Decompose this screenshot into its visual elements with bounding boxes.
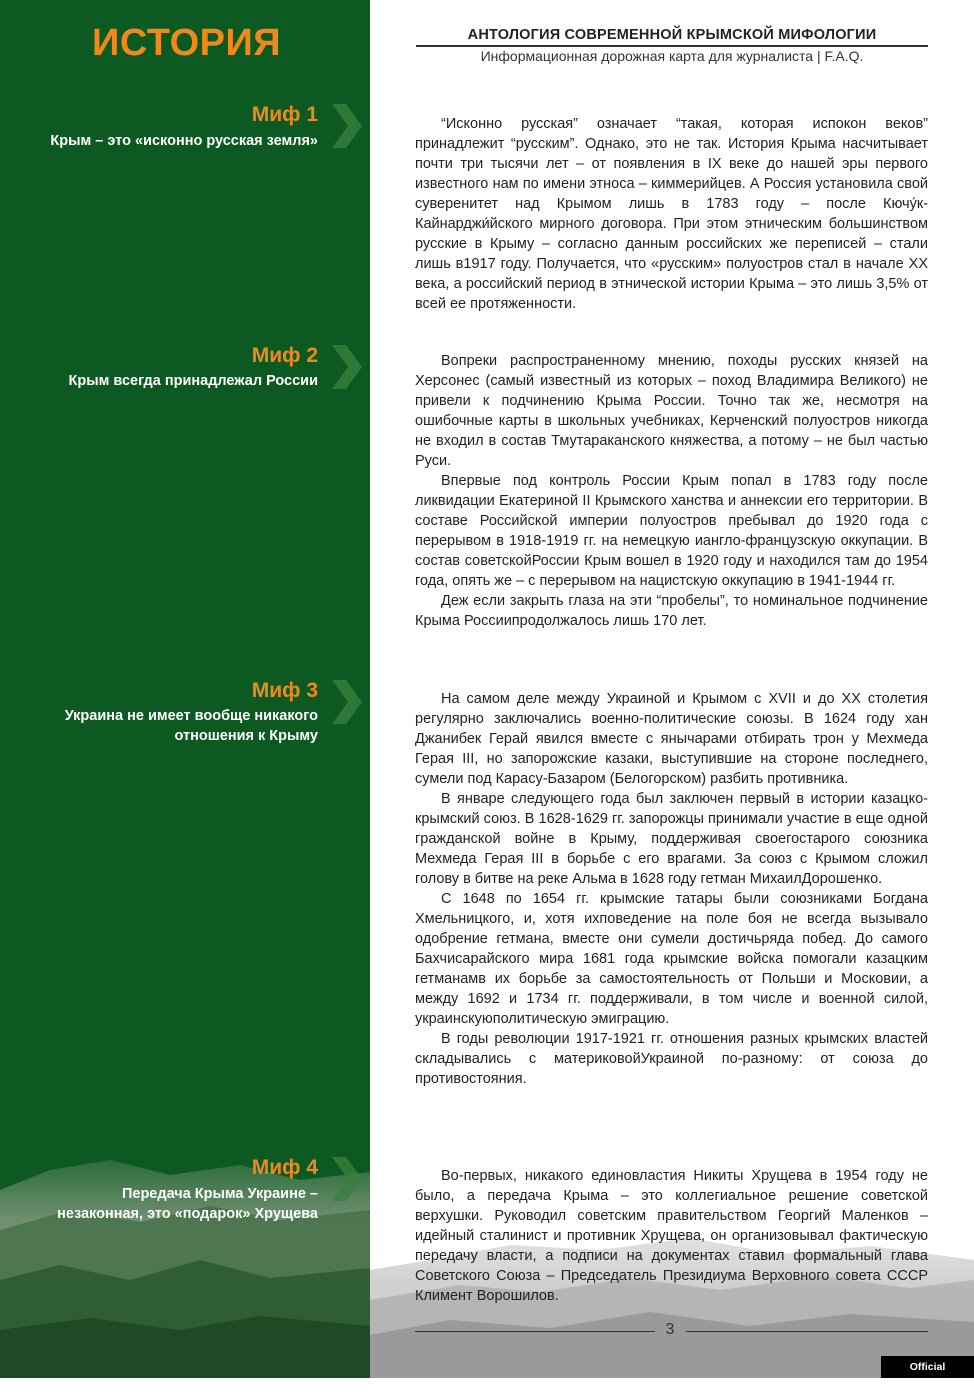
myth-2-claim-line: Крым всегда принадлежал России (68, 373, 318, 389)
myth-3-label: Миф 3 (251, 679, 318, 702)
paragraph: С 1648 по 1654 гг. крымские татары были союзниками Богдана Хмельницкого, и, хотя ихповедение на поле боя не всегда вызывало одобрение гетмана, вместе они сумели достичьряда побед. До самого Бахчисарайского мира 1681 года крымские войска помогали казацким гетманамв их борьбе за самостоятельность от Польши и Московии, а между 1692 и 1734 гг. поддерживали, в том числе и военной силой, украинскуюполитическую эмиграцию. (415, 891, 928, 1027)
myth-4-claim-line: незаконная, это «подарок» Хрущева (57, 1206, 318, 1222)
myth-1-label: Миф 1 (251, 103, 318, 126)
page-number: 3 (665, 1321, 675, 1338)
myth-1-text (415, 114, 928, 314)
chevron-right-icon (328, 1155, 364, 1203)
paragraph: Впервые под контроль России Крым попал в 1783 году после ликвидации Екатериной II Крымского ханства и аннексии его территории. В составе Российской империи полуостров пребывал до 1920 года с перерывом в 1918-1919 гг. на немецкую иангло-французскую оккупации. В состав советскойРоссии Крым вошел в 1920 году и находился там до 1954 года, опять же – с перерывом на нацистскую оккупацию в 1941-1944 гг. (415, 473, 928, 589)
footer-rule-right (686, 1331, 928, 1332)
myth-4-label: Миф 4 (251, 1156, 318, 1179)
chevron-right-icon (328, 678, 364, 726)
paragraph: Вопреки распространенному мнению, походы русских князей на Херсонес (самый известный из которых – поход Владимира Великого) не привели к подчинению Крыма России. Точно так же, несмотря на ошибочные карты в школьных учебниках, Керченский полуостров никогда не входил в состав Тмутараканского княжества, а потому – не был частью Руси. (415, 353, 928, 469)
paragraph: В январе следующего года был заключен первый в истории казацко-крымский союз. В 1628-1629 гг. запорожцы принимали участие в еще одной гражданской войне в Крыму, поддерживая своегостарого союзника Мехмеда Герая III в борьбе с его врагами. За союз с Крымом сложил голову в битве на реке Альма в 1628 году гетман МихаилДорошенко. (415, 791, 928, 887)
footer-rule-left (415, 1331, 655, 1332)
paragraph: В годы революции 1917-1921 гг. отношения разных крымских властей складывались с материковойУкраиной по-разному: от союза до противостояния. (415, 1031, 928, 1087)
myth-3-text (415, 689, 928, 1089)
paragraph: Во-первых, никакого единовластия Никиты Хрущева в 1954 году не было, а передача Крыма – это коллегиальное решение советской верхушки. Руководил советским правительством Георгий Маленков – идейный сталинист и противник Хрущева, он организовывал фактическую передачу власти, а подписи на документах ставил формальный глава Советского Союза – Председатель Президиума Верховного совета СССР Климент Ворошилов. (415, 1168, 928, 1304)
myth-2-claim (0, 371, 318, 391)
publication-title: АНТОЛОГИЯ СОВРЕМЕННОЙ КРЫМСКОЙ МИФОЛОГИИ (467, 27, 877, 43)
myth-4-text (415, 1166, 928, 1306)
paragraph: На самом деле между Украиной и Крымом с XVII и до XX столетия регулярно заключались военно-политические союзы. В 1624 году хан Джанибек Герай явился вместе с янычарами отбирать трон у Мехмеда Герая III, но запорожские казаки, выступившие на стороне последнего, сумели под Карасу-Базаром (Белогорском) разбить противника. (415, 691, 928, 787)
myth-4-claim (0, 1184, 318, 1224)
myth-1-claim (0, 131, 318, 151)
header-divider (416, 45, 928, 47)
myth-2-label: Миф 2 (251, 344, 318, 367)
chevron-right-icon (328, 343, 364, 391)
myth-4-claim-line: Передача Крыма Украине – (121, 1186, 318, 1202)
official-publication-badge: Official publication (881, 1356, 974, 1378)
publication-subtitle: Информационная дорожная карта для журналиста | F.A.Q. (480, 48, 864, 64)
sidebar (0, 0, 370, 1378)
section-title: ИСТОРИЯ (92, 22, 282, 64)
myth-3-claim-line: отношения к Крыму (174, 728, 318, 744)
myth-3-claim-line: Украина не имеет вообще никакого (64, 708, 318, 724)
paragraph: Деж если закрыть глаза на эти “пробелы”, то номинальное подчинение Крыма Россиипродолжалось лишь 170 лет. (415, 593, 928, 629)
chevron-right-icon (328, 102, 364, 150)
myth-1-claim-line: Крым – это «исконно русская земля» (50, 133, 318, 149)
paragraph: “Исконно русская” означает “такая, которая испокон веков” принадлежит “русским”. Однако, это не так. История Крыма насчитывает почти три тысячи лет – от появления в IX веке до нашей эры первого известного нам по имени этноса – киммерийцев. А Россия установила свой суверенитет над Крымом лишь в 1783 году – после Кючу́к-Кайнарджи́йского мирного договора. При этом этническим большинством русские в Крыму – согласно данным российских же переписей – стали лишь в1917 году. Получается, что «русским» полуостров стал в начале XX века, а российский период в этнической истории Крыма – это лишь 3,5% от всей ее протяженности. (415, 116, 928, 312)
myth-3-claim (0, 706, 318, 746)
myth-2-text (415, 351, 928, 631)
